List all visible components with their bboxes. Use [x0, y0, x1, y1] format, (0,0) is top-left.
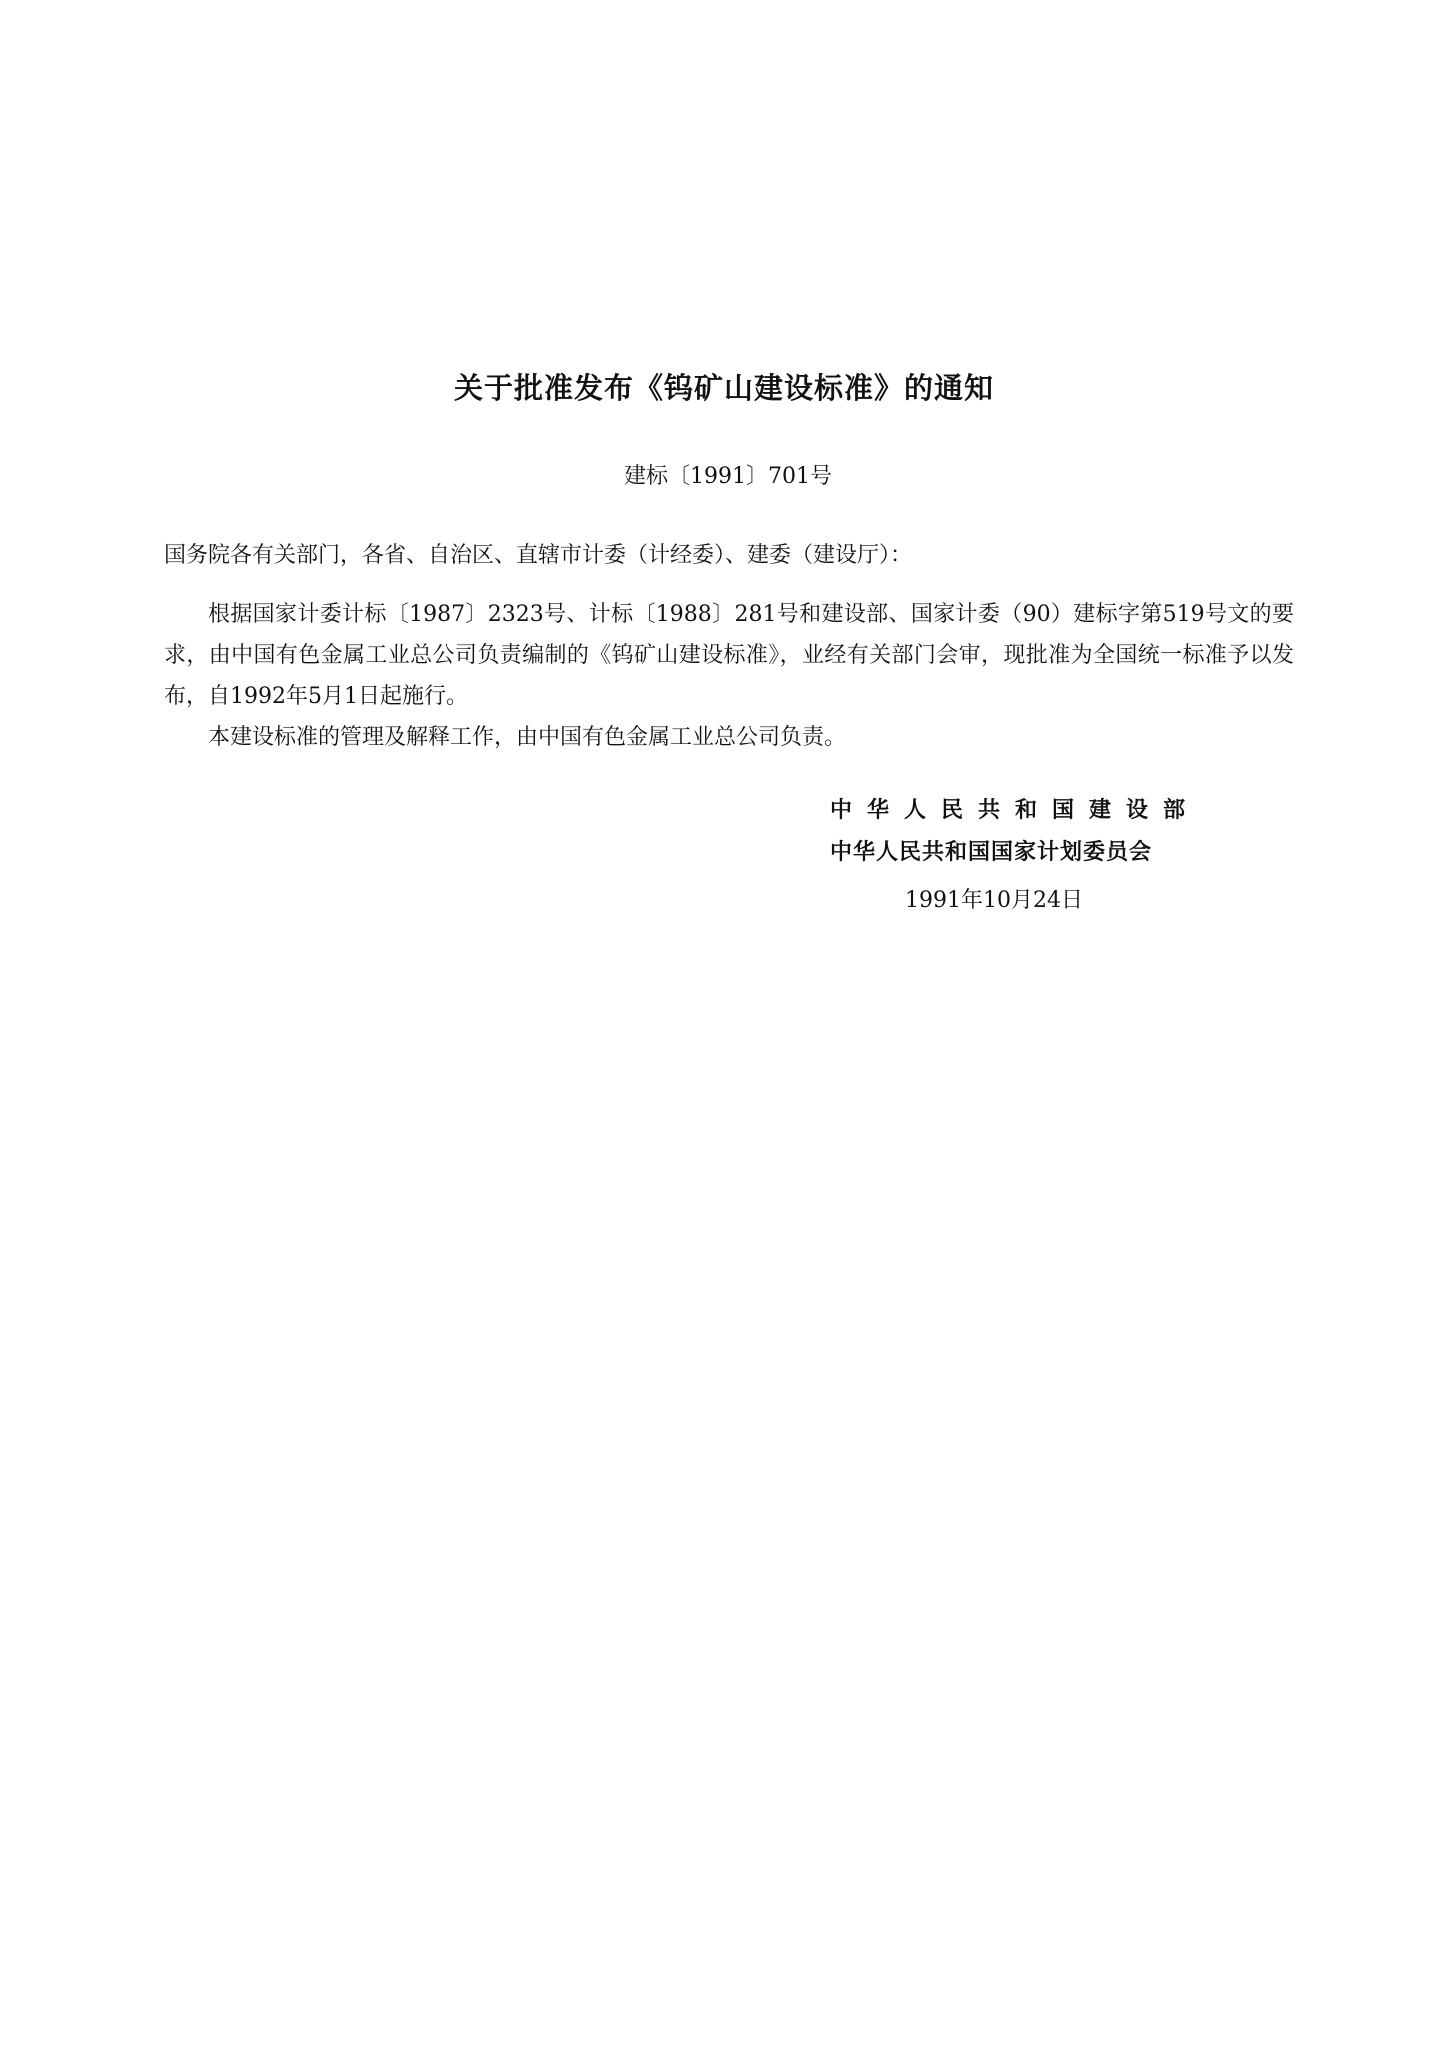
- body-paragraph: 本建设标准的管理及解释工作，由中国有色金属工业总公司负责。: [208, 725, 847, 750]
- document-number: 建标〔1991〕701号: [624, 464, 832, 489]
- signature-block: [830, 790, 1201, 874]
- document-title: 关于批准发布《钨矿山建设标准》的通知: [453, 371, 994, 405]
- body-paragraph: 根据国家计委计标〔1987〕2323号、计标〔1988〕281号和建设部、国家计委（90）建标字第519号文的要求，由中国有色金属工业总公司负责编制的《钨矿山建设标准》，业经有关部门会审，现批准为全国统一标准予以发布，自1992年5月1日起施行。: [164, 602, 1294, 709]
- salutation: 国务院各有关部门，各省、自治区、直辖市计委（计经委）、建委（建设厅）：: [164, 543, 913, 568]
- signatory-state-planning-commission: 中华人民共和国国家计划委员会: [830, 840, 1153, 865]
- signatory-ministry-of-construction: 中华人民共和国建设部: [830, 798, 1201, 823]
- document-date: 1991年10月24日: [905, 888, 1083, 913]
- document-body: [164, 594, 1294, 758]
